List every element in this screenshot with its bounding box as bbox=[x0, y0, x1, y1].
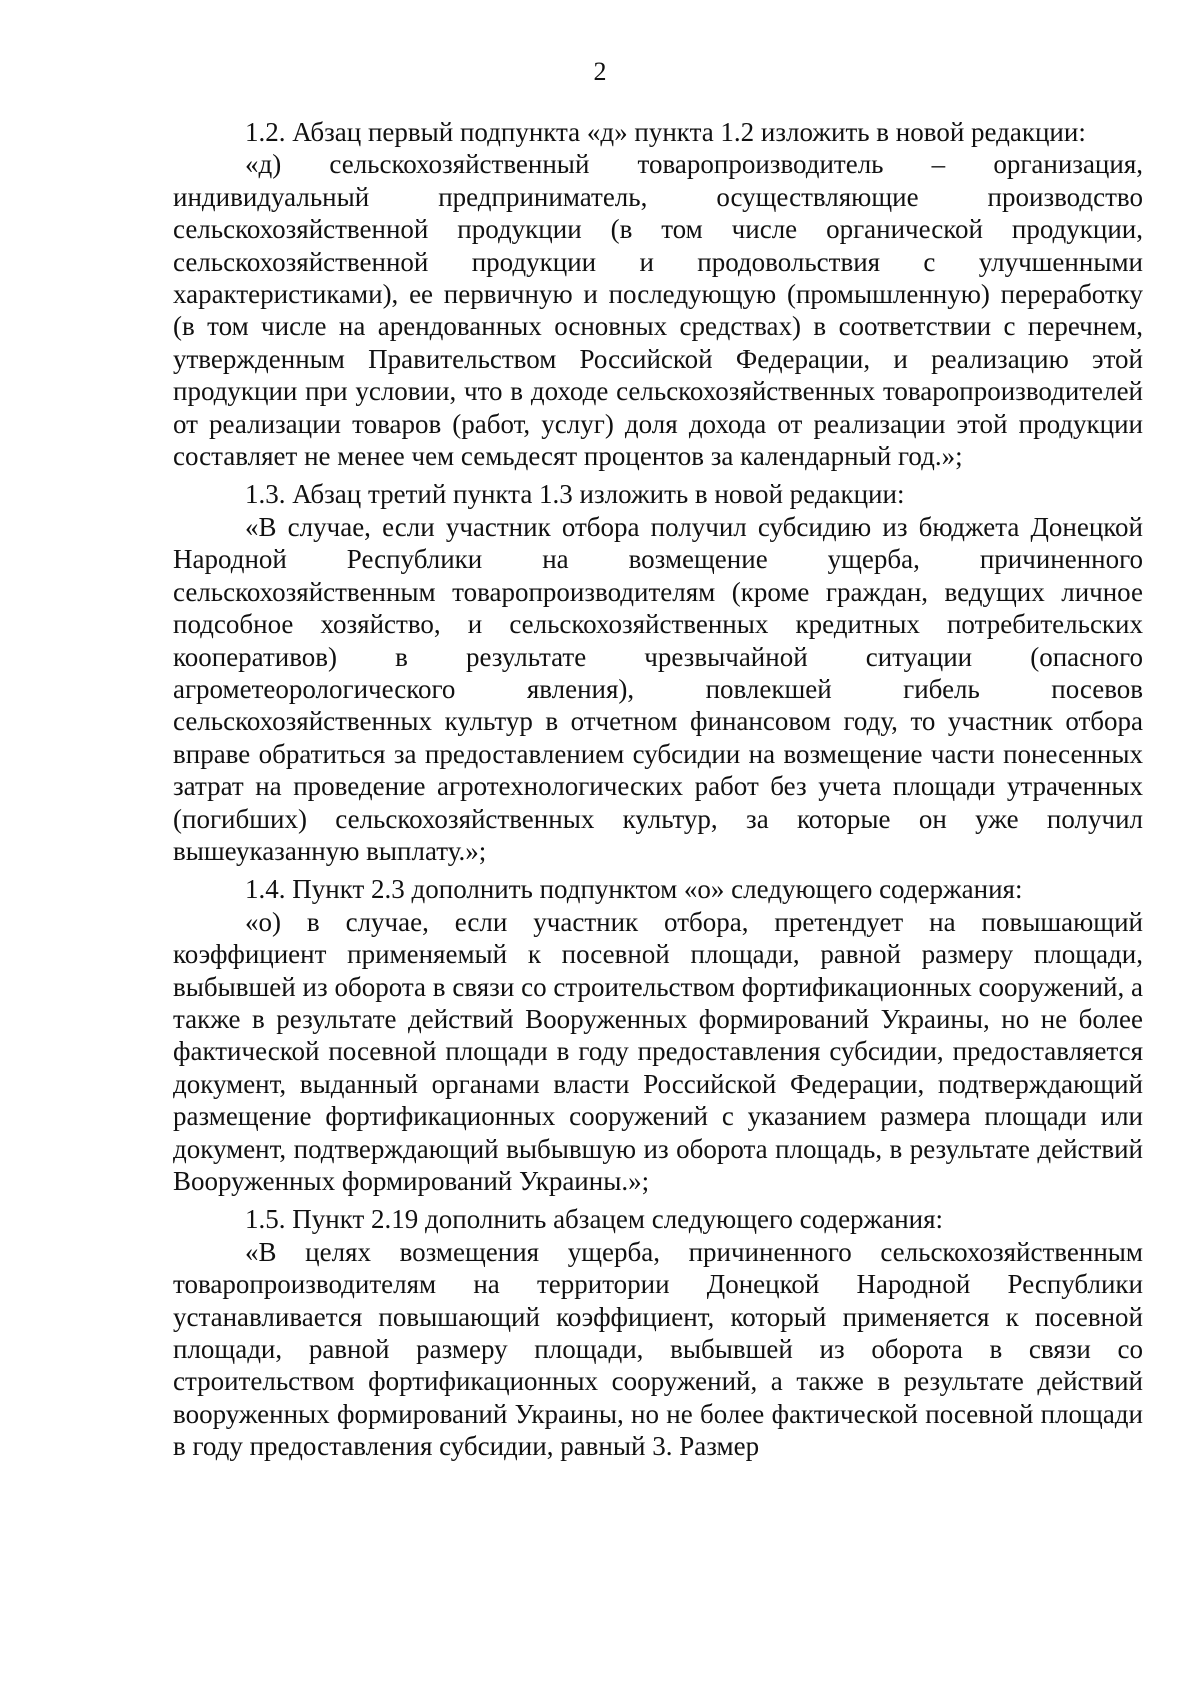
document-body bbox=[173, 116, 1143, 1463]
paragraph-1-4-heading: 1.4. Пункт 2.3 дополнить подпунктом «о» следующего содержания: bbox=[245, 874, 1023, 905]
paragraph-1-5-heading: 1.5. Пункт 2.19 дополнить абзацем следующего содержания: bbox=[245, 1204, 944, 1235]
page-number: 2 bbox=[593, 57, 607, 86]
paragraph-1-3-heading: 1.3. Абзац третий пункта 1.3 изложить в новой редакции: bbox=[245, 479, 905, 510]
paragraph-1-4-text: «о) в случае, если участник отбора, претендует на повышающий коэффициент применяемый к посевной площади, равной размеру площади, выбывшей из оборота в связи со строительством фортификационных сооружений, а также в результате действий Вооруженных формирований Украины, но не более фактической посевной площади в году предоставления субсидии, предоставляется документ, выданный органами власти Российской Федерации, подтверждающий размещение фортификационных сооружений с указанием размера площади или документ, подтверждающий выбывшую из оборота площадь, в результате действий Вооруженных формирований Украины.»; bbox=[173, 906, 1143, 1196]
paragraph-1-5-text: «В целях возмещения ущерба, причиненного сельскохозяйственным товаропроизводителям на территории Донецкой Народной Республики устанавливается повышающий коэффициент, который применяется к посевной площади, равной размеру площади, выбывшей из оборота в связи со строительством фортификационных сооружений, а также в результате действий вооруженных формирований Украины, но не более фактической посевной площади в году предоставления субсидии, равный 3. Размер bbox=[173, 1236, 1143, 1462]
paragraph-1-3-text: «В случае, если участник отбора получил субсидию из бюджета Донецкой Народной Республики на возмещение ущерба, причиненного сельскохозяйственным товаропроизводителям (кроме граждан, ведущих личное подсобное хозяйство, и сельскохозяйственных кредитных потребительских кооперативов) в результате чрезвычайной ситуации (опасного агрометеорологического явления), повлекшей гибель посевов сельскохозяйственных культур в отчетном финансовом году, то участник отбора вправе обратиться за предоставлением субсидии на возмещение части понесенных затрат на проведение агротехнологических работ без учета площади утраченных (погибших) сельскохозяйственных культур, за которые он уже получил вышеуказанную выплату.»; bbox=[173, 511, 1143, 866]
paragraph-1-2-heading: 1.2. Абзац первый подпункта «д» пункта 1.2 изложить в новой редакции: bbox=[245, 117, 1086, 147]
paragraph-1-2-text: «д) сельскохозяйственный товаропроизводитель – организация, индивидуальный предприниматель, осуществляющие производство сельскохозяйственной продукции (в том числе органической продукции, сельскохозяйственной продукции и продовольствия с улучшенными характеристиками), ее первичную и последующую (промышленную) переработку (в том числе на арендованных основных средствах) в соответствии с перечнем, утвержденным Правительством Российской Федерации, и реализацию этой продукции при условии, что в доходе сельскохозяйственных товаропроизводителей от реализации товаров (работ, услуг) доля дохода от реализации этой продукции составляет не менее чем семьдесят процентов за календарный год.»; bbox=[173, 149, 1143, 472]
